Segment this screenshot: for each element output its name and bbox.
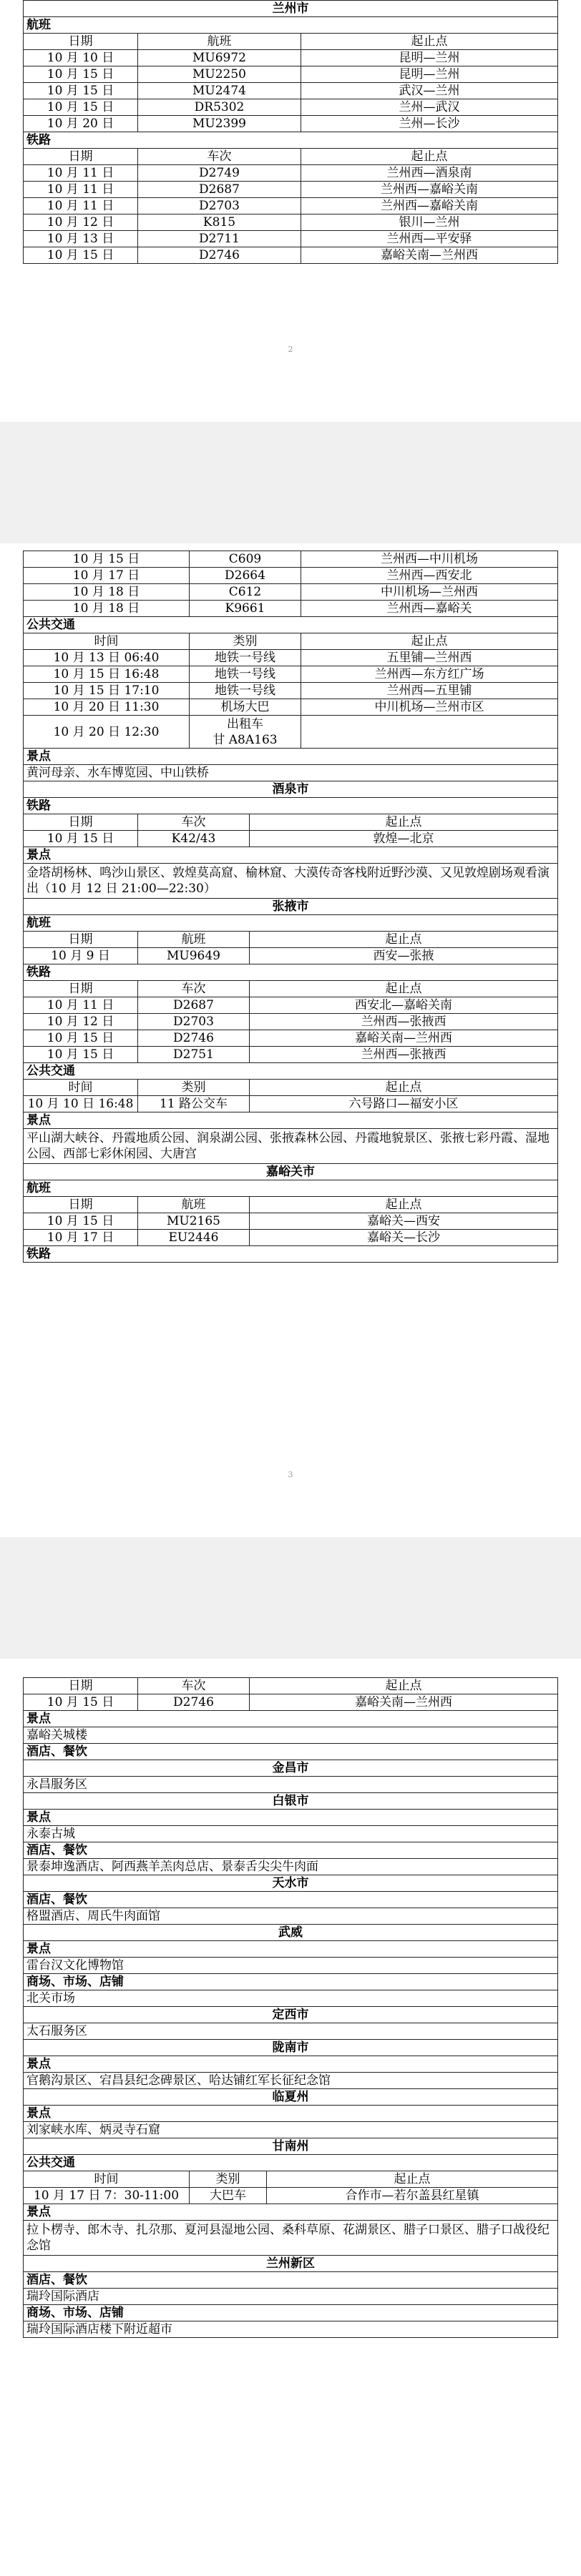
table-row [24, 1030, 558, 1047]
col-header-route: 起止点 [250, 981, 558, 997]
cell-time: 10 月 13 日 06:40 [24, 650, 190, 666]
cell-date: 10 月 15 日 [24, 99, 138, 115]
cell-route: 昆明—兰州 [301, 50, 558, 66]
cell-flight: DR5302 [138, 99, 301, 115]
page-gap [0, 422, 581, 543]
table-row [24, 247, 558, 264]
col-header-flight: 航班 [138, 932, 250, 947]
cell-train: D2687 [138, 997, 250, 1013]
cell-route: 兰州西—五里铺 [301, 683, 558, 699]
section-label-shop: 商场、市场、店铺 [24, 1974, 558, 1990]
cell-type: 地铁一号线 [190, 650, 301, 666]
table-row [24, 650, 558, 666]
cell-train: C609 [190, 551, 301, 567]
lanzhou-spots: 黄河母亲、水车博览园、中山铁桥 [24, 765, 558, 781]
cell-train: D2749 [138, 165, 301, 181]
cell-route: 合作市—若尔盖县红星镇 [267, 2188, 558, 2204]
city-title-jinchang: 金昌市 [24, 1760, 558, 1776]
cell-date: 10 月 12 日 [24, 214, 138, 230]
table-row [24, 831, 558, 847]
section-label-transit: 公共交通 [24, 2155, 558, 2171]
city-title-xinqu: 兰州新区 [24, 2256, 558, 2271]
taxi-type-line-2: 甘 A8A163 [213, 732, 278, 747]
cell-route: 五里铺—兰州西 [301, 650, 558, 666]
cell-route: 西安—张掖 [250, 948, 558, 964]
cell-route: 嘉峪关—西安 [250, 1213, 558, 1229]
linxia-spots: 刘家峡水库、炳灵寺石窟 [24, 2122, 558, 2138]
table-row [24, 551, 558, 568]
rail-header-row [24, 149, 558, 165]
xinqu-food: 瑞玲国际酒店 [24, 2289, 558, 2304]
section-label-transit: 公共交通 [24, 1063, 558, 1079]
table-row [24, 165, 558, 182]
col-header-train: 车次 [138, 814, 250, 830]
xinqu-shop: 瑞玲国际酒店楼下附近超市 [24, 2321, 558, 2337]
city-title-baiyin: 白银市 [24, 1793, 558, 1809]
city-title-jiuquan: 酒泉市 [24, 781, 558, 797]
cell-date: 10 月 18 日 [24, 584, 190, 600]
col-header-date: 日期 [24, 981, 138, 997]
cell-route: 兰州—武汉 [301, 99, 558, 115]
gannan-spots: 拉卜楞寺、郎木寺、扎尕那、夏河县湿地公园、桑科草原、花湖景区、腊子口景区、腊子口战役纪念馆 [24, 2221, 558, 2255]
jinchang-place: 永昌服务区 [24, 1777, 558, 1792]
table-row [24, 683, 558, 699]
cell-date: 10 月 18 日 [24, 601, 190, 616]
col-header-route: 起止点 [301, 34, 558, 49]
jq-rail-header-row [24, 814, 558, 831]
page-gap [0, 1537, 581, 1659]
city-title-zhangye: 张掖市 [24, 899, 558, 914]
col-header-train: 车次 [138, 981, 250, 997]
section-label-rail: 铁路 [24, 132, 558, 148]
cell-flight: MU9649 [138, 948, 250, 964]
col-header-train: 车次 [138, 149, 301, 164]
cell-date: 10 月 15 日 [24, 551, 190, 567]
cell-flight: MU2165 [138, 1213, 250, 1229]
cell-route: 六号路口—福安小区 [250, 1096, 558, 1112]
zy-transit-header-row [24, 1080, 558, 1096]
table-row [24, 214, 558, 231]
cell-date: 10 月 17 日 [24, 568, 190, 583]
cell-route: 嘉峪关南—兰州西 [250, 1694, 558, 1710]
taxi-type-line-1: 出租车 [227, 716, 263, 731]
table-row [24, 601, 558, 617]
section-label-rail: 铁路 [24, 1246, 558, 1262]
rail-header-row [24, 1678, 558, 1694]
col-header-route: 起止点 [250, 1678, 558, 1694]
table-row [24, 2188, 558, 2204]
cell-date: 10 月 15 日 [24, 1213, 138, 1229]
cell-time: 10 月 20 日 11:30 [24, 699, 190, 715]
wuwei-spots: 雷台汉文化博物馆 [24, 1958, 558, 1973]
table-row [24, 231, 558, 247]
col-header-flight: 航班 [138, 34, 301, 49]
cell-date: 10 月 15 日 [24, 66, 138, 82]
col-header-type: 类别 [190, 2171, 267, 2187]
page-1-table [23, 0, 558, 264]
cell-type: 机场大巴 [190, 699, 301, 715]
col-header-date: 日期 [24, 814, 138, 830]
jiayuguan-spots: 嘉峪关城楼 [24, 1727, 558, 1743]
cell-route: 西安北—嘉峪关南 [250, 997, 558, 1013]
section-label-spots: 景点 [24, 749, 558, 764]
cell-date: 10 月 15 日 [24, 1030, 138, 1046]
col-header-route: 起止点 [250, 1197, 558, 1213]
col-header-time: 时间 [24, 633, 190, 649]
table-row [24, 1230, 558, 1246]
col-header-route: 起止点 [250, 1080, 558, 1095]
cell-time: 10 月 15 日 16:48 [24, 666, 190, 682]
cell-route: 武汉—兰州 [301, 83, 558, 99]
cell-route: 嘉峪关—长沙 [250, 1230, 558, 1245]
taxi-time: 10 月 20 日 12:30 [24, 716, 190, 748]
cell-date: 10 月 20 日 [24, 116, 138, 132]
flight-header-row [24, 34, 558, 50]
page-3-table [23, 1677, 558, 2338]
table-row [24, 1096, 558, 1112]
col-header-time: 时间 [24, 2171, 190, 2187]
table-row [24, 83, 558, 99]
cell-route: 嘉峪关南—兰州西 [301, 247, 558, 263]
taxi-row [24, 716, 558, 749]
cell-date: 10 月 10 日 [24, 50, 138, 66]
cell-type: 11 路公交车 [138, 1096, 250, 1112]
col-header-route: 起止点 [267, 2171, 558, 2187]
cell-date: 10 月 9 日 [24, 948, 138, 964]
table-row [24, 198, 558, 214]
section-label-spots: 景点 [24, 1711, 558, 1727]
table-row [24, 1047, 558, 1063]
section-label-shop: 商场、市场、店铺 [24, 2305, 558, 2321]
section-label-flight: 航班 [24, 915, 558, 931]
table-row [24, 699, 558, 716]
cell-route: 中川机场—兰州西 [301, 584, 558, 600]
cell-route: 兰州西—嘉峪关 [301, 601, 558, 616]
section-label-spots: 景点 [24, 1112, 558, 1128]
section-label-rail: 铁路 [24, 798, 558, 814]
table-row [24, 182, 558, 198]
zy-rail-header-row [24, 981, 558, 997]
cell-type: 地铁一号线 [190, 683, 301, 699]
cell-train: D2751 [138, 1047, 250, 1062]
cell-route: 兰州西—西安北 [301, 568, 558, 583]
city-title-dingxi: 定西市 [24, 2007, 558, 2023]
cell-train: C612 [190, 584, 301, 600]
cell-route: 中川机场—兰州市区 [301, 699, 558, 715]
cell-route: 兰州西—中川机场 [301, 551, 558, 567]
taxi-route [301, 716, 558, 748]
baiyin-spots: 永泰古城 [24, 1826, 558, 1842]
col-header-date: 日期 [24, 149, 138, 164]
table-row [24, 116, 558, 132]
jiuquan-spots: 金塔胡杨林、鸣沙山景区、敦煌莫高窟、榆林窟、大漠传奇客栈附近野沙漠、又见敦煌剧场观看演出（10 月 12 日 21:00—22:30） [24, 864, 558, 898]
page-number: 3 [288, 1470, 293, 1479]
transit-header-row [24, 633, 558, 650]
tianshui-food: 格盟酒店、周氏牛肉面馆 [24, 1908, 558, 1924]
city-title-longnan: 陇南市 [24, 2040, 558, 2056]
col-header-date: 日期 [24, 932, 138, 947]
cell-flight: MU2474 [138, 83, 301, 99]
cell-route: 兰州西—平安驿 [301, 231, 558, 247]
cell-date: 10 月 11 日 [24, 198, 138, 214]
cell-route: 敦煌—北京 [250, 831, 558, 847]
col-header-date: 日期 [24, 1197, 138, 1213]
cell-date: 10 月 11 日 [24, 182, 138, 197]
dingxi-place: 太石服务区 [24, 2023, 558, 2039]
page-2-table [23, 551, 558, 1263]
col-header-route: 起止点 [301, 149, 558, 164]
zhangye-spots: 平山湖大峡谷、丹霞地质公园、润泉湖公园、张掖森林公园、丹霞地貌景区、张掖七彩丹霞、湿地公园、西部七彩休闲园、大唐宫 [24, 1129, 558, 1163]
cell-flight: EU2446 [138, 1230, 250, 1245]
cell-route: 兰州西—张掖西 [250, 1014, 558, 1030]
city-title-tianshui: 天水市 [24, 1875, 558, 1891]
cell-train: D2746 [138, 1694, 250, 1710]
table-row [24, 1014, 558, 1030]
section-label-food: 酒店、餐饮 [24, 2272, 558, 2288]
cell-date: 10 月 15 日 [24, 831, 138, 847]
section-label-rail: 铁路 [24, 964, 558, 980]
zy-flight-header-row [24, 932, 558, 948]
cell-flight: MU2250 [138, 66, 301, 82]
col-header-time: 时间 [24, 1080, 138, 1095]
cell-train: D2746 [138, 247, 301, 263]
cell-type: 地铁一号线 [190, 666, 301, 682]
section-label-spots: 景点 [24, 1810, 558, 1825]
col-header-route: 起止点 [250, 814, 558, 830]
cell-date: 10 月 12 日 [24, 1014, 138, 1030]
section-label-transit: 公共交通 [24, 617, 558, 633]
cell-type: 大巴车 [190, 2188, 267, 2204]
jyg-flight-header-row [24, 1197, 558, 1213]
cell-route: 兰州西—张掖西 [250, 1047, 558, 1062]
section-label-spots: 景点 [24, 2204, 558, 2220]
cell-train: K815 [138, 214, 301, 230]
section-label-flight: 航班 [24, 17, 558, 33]
cell-train: D2687 [138, 182, 301, 197]
cell-route: 兰州—长沙 [301, 116, 558, 132]
cell-date: 10 月 15 日 [24, 1047, 138, 1062]
cell-train: D2711 [138, 231, 301, 247]
cell-train: D2664 [190, 568, 301, 583]
cell-time: 10 月 15 日 17:10 [24, 683, 190, 699]
col-header-type: 类别 [138, 1080, 250, 1095]
section-label-flight: 航班 [24, 1180, 558, 1196]
cell-train: K42/43 [138, 831, 250, 847]
cell-route: 嘉峪关南—兰州西 [250, 1030, 558, 1046]
table-row [24, 568, 558, 584]
cell-route: 兰州西—东方红广场 [301, 666, 558, 682]
cell-train: D2746 [138, 1030, 250, 1046]
col-header-route: 起止点 [301, 633, 558, 649]
page-number: 2 [288, 345, 293, 354]
table-row [24, 1213, 558, 1230]
cell-flight: MU6972 [138, 50, 301, 66]
section-label-spots: 景点 [24, 2056, 558, 2072]
col-header-date: 日期 [24, 34, 138, 49]
cell-train: K9661 [190, 601, 301, 616]
cell-train: D2703 [138, 1014, 250, 1030]
cell-date: 10 月 11 日 [24, 997, 138, 1013]
gn-transit-header-row [24, 2171, 558, 2188]
table-row [24, 997, 558, 1014]
table-row [24, 66, 558, 83]
city-title-wuwei: 武威 [24, 1925, 558, 1940]
section-label-spots: 景点 [24, 847, 558, 863]
cell-time: 10 月 17 日 7：30-11:00 [24, 2188, 190, 2204]
cell-flight: MU2399 [138, 116, 301, 132]
table-row [24, 99, 558, 116]
col-header-type: 类别 [190, 633, 301, 649]
table-row [24, 948, 558, 964]
cell-route: 昆明—兰州 [301, 66, 558, 82]
cell-route: 银川—兰州 [301, 214, 558, 230]
table-row [24, 584, 558, 601]
col-header-route: 起止点 [250, 932, 558, 947]
longnan-spots: 官鹅沟景区、宕昌县纪念碑景区、哈达铺红军长征纪念馆 [24, 2073, 558, 2088]
city-title-jiayuguan: 嘉峪关市 [24, 1164, 558, 1180]
section-label-food: 酒店、餐饮 [24, 1744, 558, 1760]
cell-date: 10 月 13 日 [24, 231, 138, 247]
cell-date: 10 月 15 日 [24, 247, 138, 263]
table-row [24, 1694, 558, 1711]
city-title-lanzhou: 兰州市 [24, 1, 558, 16]
table-row [24, 50, 558, 66]
cell-route: 兰州西—嘉峪关南 [301, 182, 558, 197]
table-row [24, 666, 558, 683]
section-label-spots: 景点 [24, 2106, 558, 2121]
section-label-food: 酒店、餐饮 [24, 1842, 558, 1858]
col-header-train: 车次 [138, 1678, 250, 1694]
baiyin-food: 景泰坤逸酒店、阿西燕羊羔肉总店、景泰舌尖尖牛肉面 [24, 1859, 558, 1875]
col-header-flight: 航班 [138, 1197, 250, 1213]
wuwei-shop: 北关市场 [24, 1990, 558, 2006]
cell-date: 10 月 11 日 [24, 165, 138, 181]
cell-train: D2703 [138, 198, 301, 214]
taxi-type [190, 716, 301, 748]
cell-route: 兰州西—嘉峪关南 [301, 198, 558, 214]
cell-date: 10 月 15 日 [24, 1694, 138, 1710]
section-label-spots: 景点 [24, 1941, 558, 1957]
col-header-date: 日期 [24, 1678, 138, 1694]
cell-route: 兰州西—酒泉南 [301, 165, 558, 181]
city-title-gannan: 甘南州 [24, 2138, 558, 2154]
city-title-linxia: 临夏州 [24, 2089, 558, 2105]
cell-time: 10 月 10 日 16:48 [24, 1096, 138, 1112]
cell-date: 10 月 15 日 [24, 83, 138, 99]
section-label-food: 酒店、餐饮 [24, 1892, 558, 1908]
cell-date: 10 月 17 日 [24, 1230, 138, 1245]
